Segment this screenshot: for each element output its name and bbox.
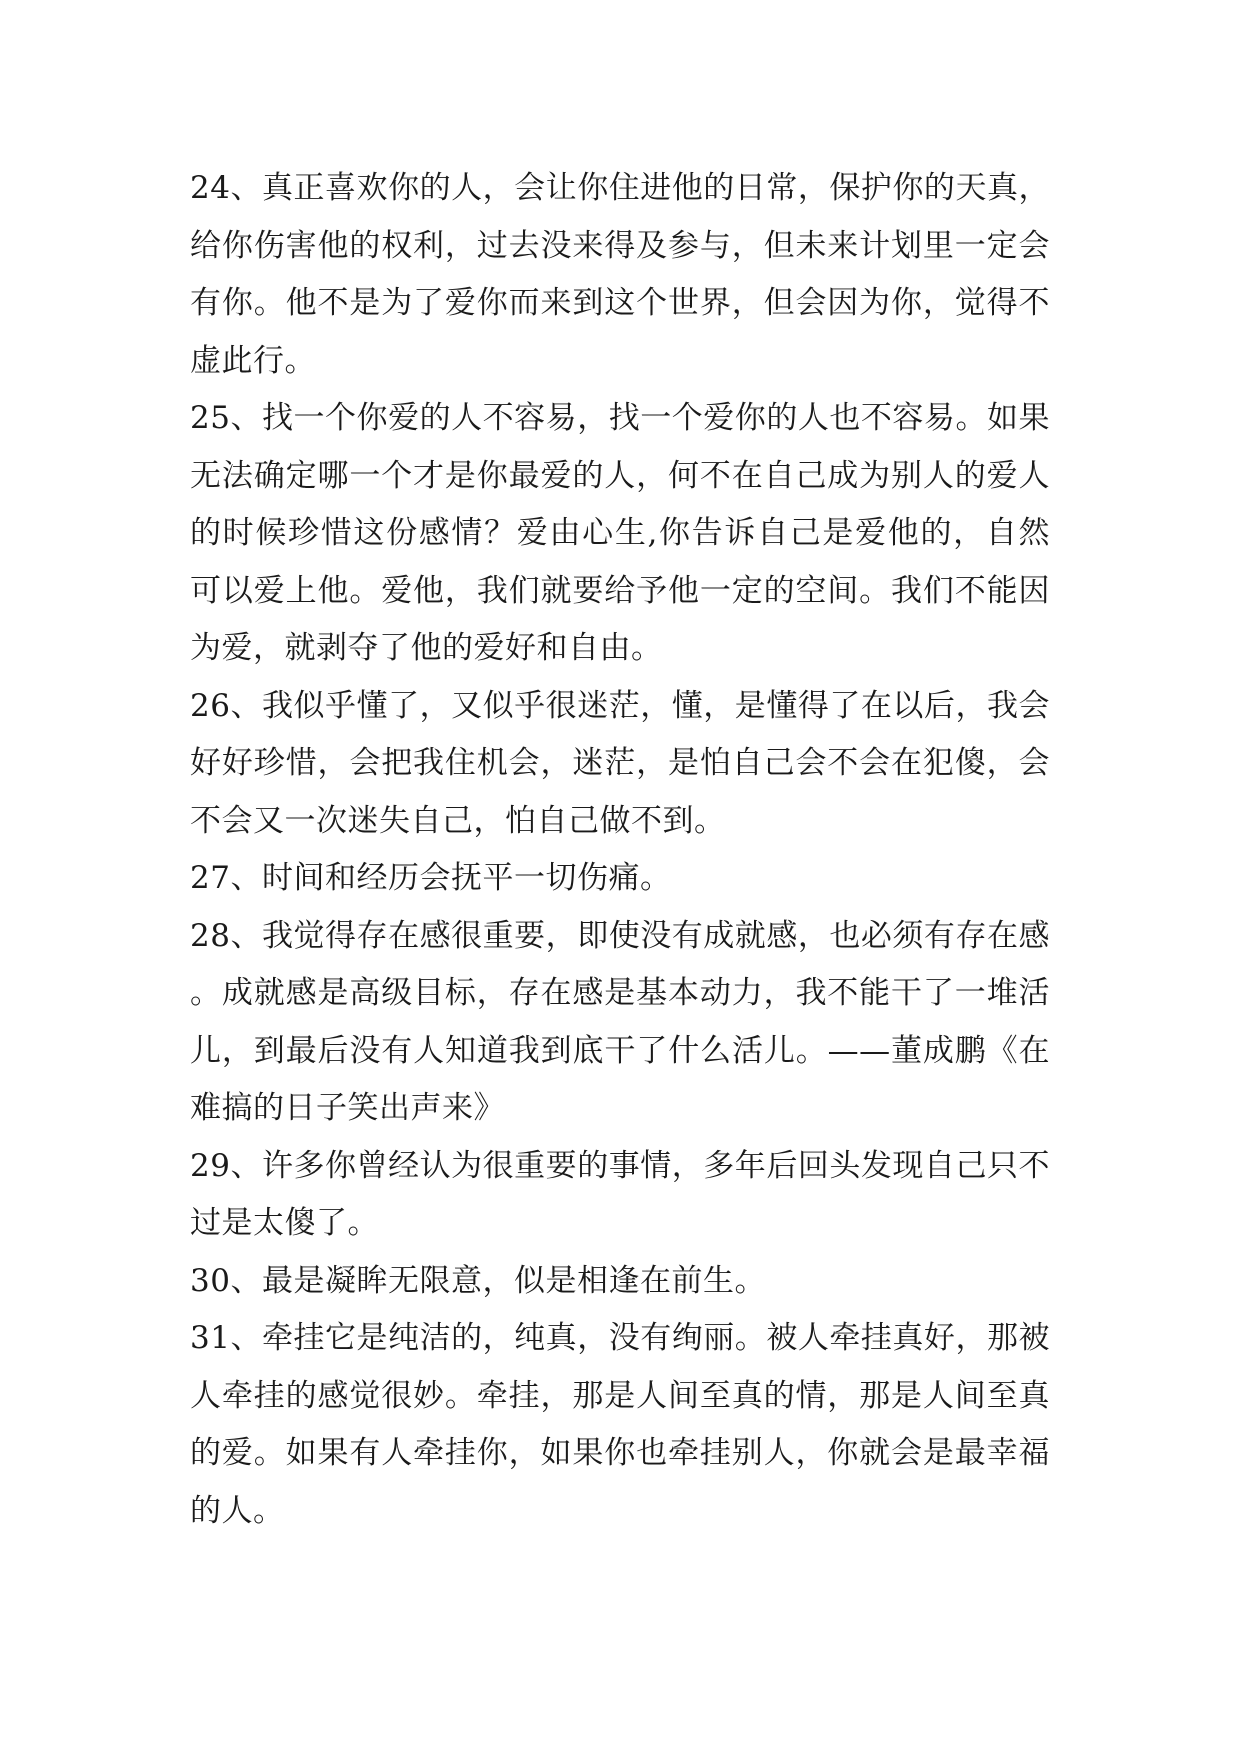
- paragraph-26: 26、我似乎懂了，又似乎很迷茫，懂，是懂得了在以后，我会好好珍惜，会把我住机会，迷茫，是怕自己会不会在犯傻，会不会又一次迷失自己，怕自己做不到。: [190, 687, 1050, 839]
- paragraph-31: 31、牵挂它是纯洁的，纯真，没有绚丽。被人牵挂真好，那被人牵挂的感觉很妙。牵挂，那是人间至真的情，那是人间至真的爱。如果有人牵挂你，如果你也牵挂别人，你就会是最幸福的人。: [190, 1320, 1050, 1529]
- document-body: [190, 160, 1050, 1540]
- paragraph-25: 25、找一个你爱的人不容易，找一个爱你的人也不容易。如果无法确定哪一个才是你最爱的人，何不在自己成为别人的爱人的时候珍惜这份感情？爱由心生,你告诉自己是爱他的，自然可以爱上他。爱他，我们就要给予他一定的空间。我们不能因为爱，就剥夺了他的爱好和自由。: [190, 400, 1050, 666]
- paragraph-29: 29、许多你曾经认为很重要的事情，多年后回头发现自己只不过是太傻了。: [190, 1147, 1050, 1241]
- paragraph-24: 24、真正喜欢你的人，会让你住进他的日常，保护你的天真，给你伤害他的权利，过去没来得及参与，但未来计划里一定会有你。他不是为了爱你而来到这个世界，但会因为你，觉得不虚此行。: [190, 170, 1050, 379]
- paragraph-27: 27、时间和经历会抚平一切伤痛。: [190, 860, 672, 896]
- paragraph-30: 30、最是凝眸无限意，似是相逢在前生。: [190, 1262, 766, 1299]
- paragraph-28: 28、我觉得存在感很重要，即使没有成就感，也必须有存在感。成就感是高级目标，存在感是基本动力，我不能干了一堆活儿，到最后没有人知道我到底干了什么活儿。——董成鹏《在难搞的日子笑出声来》: [190, 917, 1050, 1126]
